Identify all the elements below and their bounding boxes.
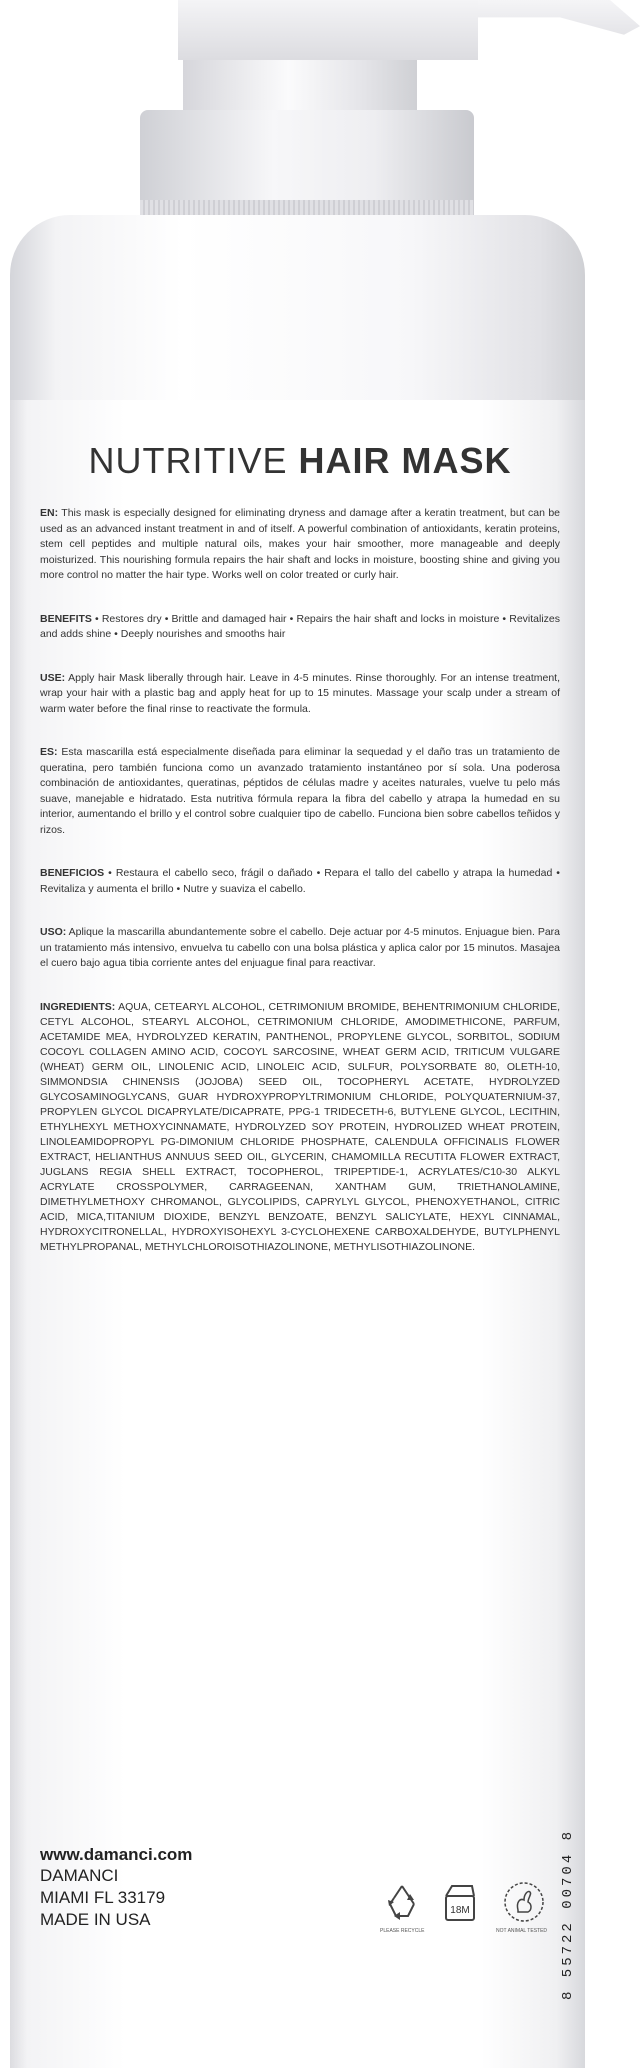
product-title xyxy=(40,440,560,482)
packaging-symbols xyxy=(380,1880,580,1940)
section-beneficios xyxy=(40,866,560,897)
bunny-icon xyxy=(502,1880,546,1924)
section-en xyxy=(40,506,560,584)
product-label xyxy=(40,440,560,1283)
section-use xyxy=(40,671,560,718)
section-text: • Restores dry • Brittle and damaged hair • Repairs the hair shaft and locks in moisture • Revitalizes and adds shine • Deeply nourishes and smooths hair xyxy=(40,612,560,640)
website-url: www.damanci.com xyxy=(40,1845,193,1864)
section-text: Apply hair Mask liberally through hair. Leave in 4-5 minutes. Rinse thoroughly. For an intense treatment, wrap your hair with a plastic bag and apply heat for up to 15 minutes. Massage your scalp under a stream of warm water before the final rinse to reactivate the formula. xyxy=(40,671,560,715)
pump-head xyxy=(178,0,478,60)
recycle-label: PLEASE RECYCLE xyxy=(380,1928,425,1934)
section-text: AQUA, CETEARYL ALCOHOL, CETRIMONIUM BROMIDE, BEHENTRIMONIUM CHLORIDE, CETYL ALCOHOL, STEARYL ALCOHOL, CETRIMONIUM CHLORIDE, AMODIMETHICONE, PARFUM, ACETAMIDE MEA, HYDROLYZED KERATIN, PANTHENOL, PROPYLENE GLYCOL, SORBITOL, SODIUM COCOYL COLLAGEN AMINO ACID, COCOYL SARCOSINE, WHEAT GERM ACID, TRITICUM VULGARE (WHEAT) GERM OIL, LINOLENIC ACID, LINOLEIC ACID, SULFUR, POLYSORBATE 80, OLETH-10, SIMMONDSIA CHINENSIS (JOJOBA) SEED OIL, TOCOPHERYL ACETATE, HYDROLYZED GLYCOSAMINOGLYCANS, GUAR HYDROXYPROPYLTRIMONIUM CHLORIDE, POLYQUATERNIUM-37, PROPYLEN GLYCOL DICAPRYLATE/DICAPRATE, PPG-1 TRIDECETH-6, BUTYLENE GLYCOL, LECITHIN, ETHYLHEXYL METHOXYCINNAMATE, HYDROLYZED SOY PROTEIN, HYDROLIZED WHEAT PROTEIN, LINOLEAMIDOPROPYL PG-DIMONIUM CHLORIDE PHOSPHATE, CALENDULA OFFICINALIS FLOWER EXTRACT, HELIANTHUS ANNUUS SEED OIL, GLYCERIN, CHAMOMILLA RECUTITA FLOWER EXTRACT, JUGLANS REGIA SHELL EXTRACT, TOCOPHEROL, TRIPEPTIDE-1, ACRYLATES/C10-30 ALKYL ACRYLATE CROSSPOLYMER, CARRAGEENAN, XANTHAM GUM, TRIETHANOLAMINE, DIMETHYLMETHOXY CHROMANOL, GLYCOLIPIDS, CAPRYLYL GLYCOL, PHENOXYETHANOL, CITRIC ACID, MICA,TITANIUM DIOXIDE, BENZYL BENZOATE, BENZYL SALICYLATE, HEXYL CINNAMAL, HYDROXYCITRONELLAL, HYDROXYISOHEXYL 3-CYCLOHEXENE CARBOXALDEHYDE, BUTYLPHENYL METHYLPROPANAL, METHYLCHLOROISOTHIAZOLINONE, METHYLISOTHIAZOLINONE. xyxy=(40,1000,560,1253)
title-light: NUTRITIVE xyxy=(88,440,288,481)
section-ingredients xyxy=(40,1000,560,1255)
section-lead: ES: xyxy=(40,746,58,758)
section-benefits xyxy=(40,612,560,643)
section-text: Esta mascarilla está especialmente diseñada para eliminar la sequedad y el daño tras un tratamiento de queratina, pero también funciona como un avanzado tratamiento instantáneo por sí sola. Una poderosa combinación de antioxidantes, queratinas, péptidos de células madre y aceites naturales, vuelve tu pelo más suave, manejable e hidratado. Esta nutritiva fórmula repara la fibra del cabello y atrapa la humedad en su interior, aumentando el brillo y el control sobre cualquier tipo de cabello. Funciona bien sobre cabellos teñidos y rizos. xyxy=(40,746,560,836)
company-footer xyxy=(40,1845,240,1931)
section-es xyxy=(40,745,560,838)
cruelty-free-label: NOT ANIMAL TESTED xyxy=(496,1928,548,1934)
barcode-number: 8 55722 00704 8 xyxy=(560,1828,576,2000)
section-lead: USO: xyxy=(40,926,67,938)
section-uso xyxy=(40,925,560,972)
section-lead: INGREDIENTS: xyxy=(40,1000,116,1013)
company-name: DAMANCI xyxy=(40,1866,119,1885)
made-in: MADE IN USA xyxy=(40,1910,151,1929)
section-lead: BENEFITS xyxy=(40,612,92,625)
section-lead: BENEFICIOS xyxy=(40,867,105,879)
section-text: Aplique la mascarilla abundantemente sobre el cabello. Deje actuar por 4-5 minutos. Enjuague bien. Para un tratamiento más intensivo, envuelva tu cabello con una bolsa plástica y aplica calor por 15 minutos. Masajea el cuero bajo agua tibia corriente antes del enjuague final para reactivar. xyxy=(40,926,560,969)
section-text: This mask is especially designed for eliminating dryness and damage after a keratin treatment, but can be used as an advanced instant treatment in and of itself. A powerful combination of antioxidants, keratin proteins, stem cell peptides and multiple natural oils, makes your hair smoother, more manageable and deeply moisturized. This nourishing formula repairs the hair shaft and locks in moisture, boosting shine and giving you more control no matter the hair type. Works well on color treated or curly hair. xyxy=(40,507,560,581)
title-bold: HAIR MASK xyxy=(298,440,512,481)
recycle-icon xyxy=(380,1880,424,1924)
company-city: MIAMI FL 33179 xyxy=(40,1888,166,1907)
pao-text: 18M xyxy=(450,1905,470,1916)
jar-18m-icon xyxy=(438,1880,482,1924)
section-lead: EN: xyxy=(40,507,59,519)
section-text: • Restaura el cabello seco, frágil o dañado • Repara el tallo del cabello y atrapa la humedad • Revitaliza y aumenta el brillo • Nutre y suaviza el cabello. xyxy=(40,867,560,895)
section-lead: USE: xyxy=(40,671,66,684)
